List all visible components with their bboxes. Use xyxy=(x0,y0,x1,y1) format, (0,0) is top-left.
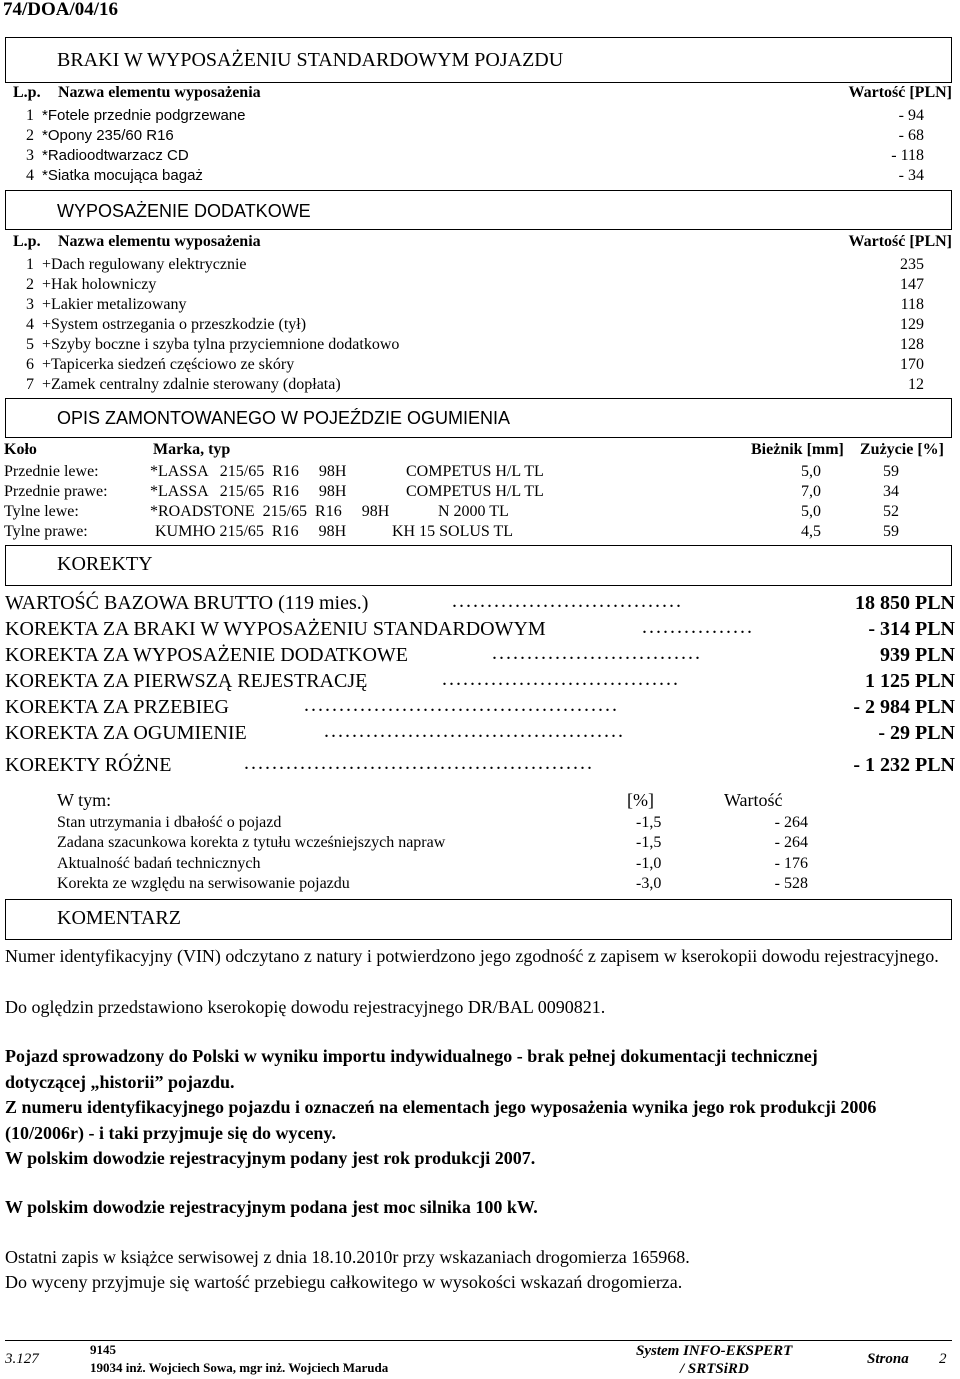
item-name: *Radioodtwarzacz CD xyxy=(42,147,189,164)
tyre-wear: 34 xyxy=(883,483,899,500)
footer-system-line2: / SRTSiRD xyxy=(680,1361,749,1377)
tyre-model: N 2000 TL xyxy=(438,503,509,520)
footer-page-label: Strona xyxy=(867,1351,909,1367)
tyre-wheel: Przednie prawe: xyxy=(4,483,108,500)
comment-paragraph: Pojazd sprowadzony do Polski w wyniku importu indywidualnego - brak pełnej dokumentacji technicznej dotyczącej „historii” pojazdu. xyxy=(5,1046,818,1092)
detail-label: Aktualność badań technicznych xyxy=(57,855,261,872)
tyre-model: COMPETUS H/L TL xyxy=(406,483,544,500)
extra-col-value: Wartość [PLN] xyxy=(848,233,952,250)
item-value: 235 xyxy=(900,256,924,273)
corrections-title: KOREKTY xyxy=(57,553,153,575)
item-name: *Siatka mocująca bagaż xyxy=(42,167,203,184)
tyre-brand: KUMHO 215/65 R16 98H xyxy=(155,523,347,540)
detail-value: - 176 xyxy=(774,855,808,872)
item-name: +Zamek centralny zdalnie sterowany (dopłata) xyxy=(42,376,341,393)
detail-pct: -1,0 xyxy=(636,855,662,872)
dot-leader: ........................................... xyxy=(324,720,625,742)
detail-value: - 264 xyxy=(774,814,808,831)
tyre-wear: 59 xyxy=(883,523,899,540)
item-lp: 2 xyxy=(26,276,34,293)
item-name: +Hak holowniczy xyxy=(42,276,157,293)
correction-value: 939 PLN xyxy=(880,644,955,666)
item-lp: 4 xyxy=(26,167,34,184)
footer-code: 9145 xyxy=(90,1342,116,1357)
comment-paragraph: Do oględzin przedstawiono kserokopię dowodu rejestracyjnego DR/BAL 0090821. xyxy=(5,997,606,1017)
comment-paragraph: W polskim dowodzie rejestracyjnym podana jest moc silnika 100 kW. xyxy=(5,1197,538,1217)
comment-paragraph: Do wyceny przyjmuje się wartość przebiegu całkowitego w wysokości wskazań drogomierza. xyxy=(5,1272,683,1292)
item-value: - 34 xyxy=(898,167,924,184)
tyre-tread: 5,0 xyxy=(801,463,821,480)
detail-value: - 264 xyxy=(774,834,808,851)
extra-title: WYPOSAŻENIE DODATKOWE xyxy=(57,201,311,221)
extra-col-lp: L.p. xyxy=(13,233,41,250)
missing-col-name: Nazwa elementu wyposażenia xyxy=(58,84,261,101)
item-lp: 3 xyxy=(26,296,34,313)
tyre-brand: *LASSA 215/65 R16 98H xyxy=(150,483,347,500)
item-value: 170 xyxy=(900,356,924,373)
tyre-model: COMPETUS H/L TL xyxy=(406,463,544,480)
detail-pct: -1,5 xyxy=(636,834,662,851)
detail-label: Korekta ze względu na serwisowanie pojazdu xyxy=(57,875,350,892)
detail-label: Zadana szacunkowa korekta z tytułu wcześniejszych napraw xyxy=(57,834,446,851)
extra-col-name: Nazwa elementu wyposażenia xyxy=(58,233,261,250)
item-name: *Fotele przednie podgrzewane xyxy=(42,107,246,124)
footer-system-line1: System INFO-EKSPERT xyxy=(636,1343,793,1359)
item-value: 12 xyxy=(908,376,924,393)
comment-paragraph: W polskim dowodzie rejestracyjnym podany jest rok produkcji 2007. xyxy=(5,1148,536,1168)
tyre-tread: 5,0 xyxy=(801,503,821,520)
item-lp: 2 xyxy=(26,127,34,144)
correction-value: - 1 232 PLN xyxy=(853,754,955,776)
item-value: - 118 xyxy=(891,147,924,164)
correction-value: 1 125 PLN xyxy=(865,670,955,692)
item-name: *Opony 235/60 R16 xyxy=(42,127,174,144)
item-lp: 4 xyxy=(26,316,34,333)
tyre-wheel: Tylne lewe: xyxy=(4,503,79,520)
detail-pct: -3,0 xyxy=(636,875,662,892)
tyre-brand: *ROADSTONE 215/65 R16 98H xyxy=(150,503,390,520)
tyres-col-wear: Zużycie [%] xyxy=(860,441,944,458)
comment-paragraph: Numer identyfikacyjny (VIN) odczytano z natury i potwierdzono jego zgodność z zapisem w kserokopii dowodu rejestracyjnego. xyxy=(5,946,939,966)
item-name: +Tapicerka siedzeń częściowo ze skóry xyxy=(42,356,295,373)
dot-leader: ............................................. xyxy=(304,694,619,716)
item-lp: 6 xyxy=(26,356,34,373)
item-value: 147 xyxy=(900,276,924,293)
missing-col-value: Wartość [PLN] xyxy=(848,84,952,101)
correction-value: - 2 984 PLN xyxy=(853,696,955,718)
item-value: 118 xyxy=(900,296,924,313)
dot-leader: .................................. xyxy=(442,668,680,690)
correction-label: KOREKTA ZA PIERWSZĄ REJESTRACJĘ xyxy=(5,670,368,692)
tyre-tread: 7,0 xyxy=(801,483,821,500)
footer-version: 3.127 xyxy=(5,1351,39,1367)
item-name: +Dach regulowany elektrycznie xyxy=(42,256,247,273)
item-lp: 3 xyxy=(26,147,34,164)
item-lp: 7 xyxy=(26,376,34,393)
dot-leader: .................................................. xyxy=(244,752,594,774)
tyre-brand: *LASSA 215/65 R16 98H xyxy=(150,463,347,480)
detail-label: Stan utrzymania i dbałość o pojazd xyxy=(57,814,282,831)
correction-label: KOREKTA ZA OGUMIENIE xyxy=(5,722,247,744)
footer-authors: 19034 inż. Wojciech Sowa, mgr inż. Wojciech Maruda xyxy=(90,1360,389,1375)
dot-leader: ................................. xyxy=(452,590,683,612)
tyre-wheel: Przednie lewe: xyxy=(4,463,99,480)
tyre-model: KH 15 SOLUS TL xyxy=(392,523,514,540)
detail-pct: -1,5 xyxy=(636,814,662,831)
tyres-col-brand: Marka, typ xyxy=(153,441,231,458)
correction-label: WARTOŚĆ BAZOWA BRUTTO (119 mies.) xyxy=(5,592,369,614)
details-header-value: Wartość xyxy=(724,790,783,810)
tyre-wheel: Tylne prawe: xyxy=(4,523,88,540)
item-lp: 1 xyxy=(26,256,34,273)
footer-page-number: 2 xyxy=(939,1351,947,1367)
details-header-pct: [%] xyxy=(627,790,654,810)
tyres-title: OPIS ZAMONTOWANEGO W POJEŹDZIE OGUMIENIA xyxy=(57,408,511,428)
correction-value: - 314 PLN xyxy=(868,618,955,640)
footer-divider xyxy=(5,1340,952,1341)
tyre-tread: 4,5 xyxy=(801,523,821,540)
item-name: +Szyby boczne i szyba tylna przyciemnione dodatkowo xyxy=(42,336,400,353)
correction-value: - 29 PLN xyxy=(878,722,955,744)
item-name: +System ostrzegania o przeszkodzie (tył) xyxy=(42,316,307,333)
correction-label: KOREKTA ZA WYPOSAŻENIE DODATKOWE xyxy=(5,644,408,666)
tyres-col-wheel: Koło xyxy=(4,441,37,458)
tyres-col-tread: Bieżnik [mm] xyxy=(751,441,844,458)
missing-col-lp: L.p. xyxy=(13,84,41,101)
detail-value: - 528 xyxy=(774,875,808,892)
tyre-wear: 59 xyxy=(883,463,899,480)
details-header-label: W tym: xyxy=(57,790,112,810)
dot-leader: ................ xyxy=(642,616,754,638)
comment-paragraph: Ostatni zapis w książce serwisowej z dnia 18.10.2010r przy wskazaniach drogomierza 165968. xyxy=(5,1247,690,1267)
document-number: 74/DOA/04/16 xyxy=(3,0,119,20)
missing-title: BRAKI W WYPOSAŻENIU STANDARDOWYM POJAZDU xyxy=(57,49,564,71)
item-value: 128 xyxy=(900,336,924,353)
item-name: +Lakier metalizowany xyxy=(42,296,187,313)
item-value: - 94 xyxy=(898,107,924,124)
comment-paragraph: Z numeru identyfikacyjnego pojazdu i oznaczeń na elementach jego wyposażenia wynika jego rok produkcji 2006 (10/2006r) - i taki przyjmuje się do wyceny. xyxy=(5,1097,877,1143)
correction-label: KOREKTA ZA BRAKI W WYPOSAŻENIU STANDARDOWYM xyxy=(5,618,546,640)
item-value: - 68 xyxy=(898,127,924,144)
correction-label: KOREKTY RÓŻNE xyxy=(5,754,172,776)
item-lp: 5 xyxy=(26,336,34,353)
comment-title: KOMENTARZ xyxy=(57,907,181,929)
item-value: 129 xyxy=(900,316,924,333)
item-lp: 1 xyxy=(26,107,34,124)
dot-leader: .............................. xyxy=(492,642,702,664)
correction-value: 18 850 PLN xyxy=(855,592,955,614)
tyre-wear: 52 xyxy=(883,503,899,520)
correction-label: KOREKTA ZA PRZEBIEG xyxy=(5,696,229,718)
